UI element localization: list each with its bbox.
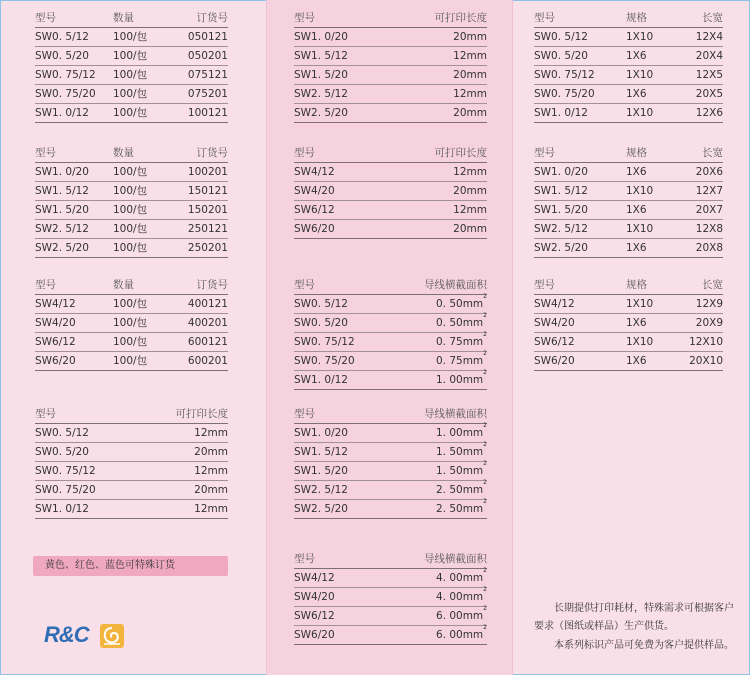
cross-section-number: 2. 50 bbox=[435, 484, 463, 496]
table-cell: SW6/20 bbox=[35, 355, 76, 367]
cross-section-number: 4. 00 bbox=[435, 572, 463, 584]
spiral-logo-icon bbox=[100, 624, 124, 648]
table-cell: 100/包 bbox=[113, 88, 148, 100]
table-cell: SW6/12 bbox=[534, 336, 575, 348]
table-cell: 20mm bbox=[453, 223, 487, 235]
table-row bbox=[294, 66, 487, 85]
table-cell: SW6/12 bbox=[294, 610, 335, 622]
table-row bbox=[294, 295, 487, 314]
table-cell: SW0. 5/12 bbox=[35, 427, 89, 439]
table-cell: SW0. 5/12 bbox=[294, 298, 348, 310]
table-cell: SW1. 0/12 bbox=[534, 107, 588, 119]
spec-table bbox=[534, 276, 723, 371]
table-cell: SW0. 5/12 bbox=[534, 31, 588, 43]
cross-section-value bbox=[436, 424, 487, 442]
unit-power: 2 bbox=[483, 441, 487, 448]
table-cell: 050201 bbox=[187, 50, 228, 62]
table-cell: 1X10 bbox=[626, 69, 654, 81]
table-row bbox=[294, 500, 487, 519]
color-note: 黄色、红色、蓝色可特殊订货 bbox=[33, 556, 228, 576]
column-header: 可打印长度 bbox=[434, 147, 487, 159]
table-cell: SW1. 5/12 bbox=[294, 446, 348, 458]
table-cell: SW1. 0/12 bbox=[35, 503, 89, 515]
table-cell: SW1. 5/20 bbox=[35, 204, 89, 216]
column-divider bbox=[266, 0, 267, 675]
table-cell: 250121 bbox=[187, 223, 228, 235]
table-cell: SW2. 5/12 bbox=[294, 88, 348, 100]
table-cell: 20mm bbox=[453, 69, 487, 81]
table-cell: 050121 bbox=[187, 31, 228, 43]
table-row bbox=[294, 47, 487, 66]
table-cell: SW0. 75/12 bbox=[294, 336, 355, 348]
table-header bbox=[35, 276, 228, 295]
column-header: 规格 bbox=[626, 279, 647, 291]
table-cell: SW2. 5/12 bbox=[294, 484, 348, 496]
table-cell: SW1. 0/20 bbox=[534, 166, 588, 178]
table-cell: 1X6 bbox=[626, 317, 647, 329]
table-row bbox=[294, 220, 487, 239]
unit-power: 2 bbox=[483, 460, 487, 467]
unit-label: mm bbox=[462, 374, 484, 386]
cross-section-value bbox=[436, 500, 487, 518]
table-row bbox=[534, 28, 723, 47]
table-cell: 20mm bbox=[453, 107, 487, 119]
table-cell: 100/包 bbox=[113, 242, 148, 254]
table-cell: 1X10 bbox=[626, 31, 654, 43]
cross-section-value bbox=[436, 626, 487, 644]
table-cell: 1X10 bbox=[626, 223, 654, 235]
table-cell: SW4/20 bbox=[294, 591, 335, 603]
table-cell: 20mm bbox=[194, 484, 228, 496]
table-header bbox=[294, 9, 487, 28]
cross-section-value bbox=[436, 569, 487, 587]
table-row bbox=[534, 66, 723, 85]
table-cell: 1X6 bbox=[626, 242, 647, 254]
table-row bbox=[534, 201, 723, 220]
table-header bbox=[534, 144, 723, 163]
table-row bbox=[534, 163, 723, 182]
unit-label: mm bbox=[462, 591, 484, 603]
column-header: 订货号 bbox=[196, 12, 228, 24]
cross-section-number: 2. 50 bbox=[435, 503, 463, 515]
table-cell: SW6/20 bbox=[294, 629, 335, 641]
unit-label: mm bbox=[462, 610, 484, 622]
table-cell: 12X9 bbox=[695, 298, 723, 310]
column-header: 型号 bbox=[294, 408, 315, 420]
table-row bbox=[35, 28, 228, 47]
table-row bbox=[35, 239, 228, 258]
table-row bbox=[35, 182, 228, 201]
table-row bbox=[294, 481, 487, 500]
table-header bbox=[35, 9, 228, 28]
table-cell: 20mm bbox=[194, 446, 228, 458]
table-header bbox=[534, 9, 723, 28]
table-row bbox=[294, 462, 487, 481]
table-cell: 100/包 bbox=[113, 355, 148, 367]
cross-section-number: 1. 50 bbox=[435, 465, 463, 477]
table-row bbox=[35, 66, 228, 85]
column-header: 型号 bbox=[35, 279, 56, 291]
table-row bbox=[534, 220, 723, 239]
table-cell: 600201 bbox=[187, 355, 228, 367]
cross-section-value bbox=[436, 607, 487, 625]
table-cell: SW1. 5/12 bbox=[534, 185, 588, 197]
table-cell: 12mm bbox=[194, 427, 228, 439]
spec-table bbox=[534, 144, 723, 258]
table-row bbox=[35, 314, 228, 333]
table-cell: SW1. 5/12 bbox=[294, 50, 348, 62]
table-header bbox=[534, 276, 723, 295]
table-cell: SW1. 5/20 bbox=[534, 204, 588, 216]
table-row bbox=[294, 626, 487, 645]
table-row bbox=[294, 28, 487, 47]
unit-label: mm bbox=[462, 355, 484, 367]
cross-section-value bbox=[436, 371, 487, 389]
table-cell: 100/包 bbox=[113, 317, 148, 329]
cross-section-number: 1. 50 bbox=[435, 446, 463, 458]
table-cell: SW0. 75/20 bbox=[534, 88, 595, 100]
column-header: 可打印长度 bbox=[434, 12, 487, 24]
column-header: 规格 bbox=[626, 147, 647, 159]
unit-power: 2 bbox=[483, 479, 487, 486]
cross-section-value bbox=[436, 352, 487, 370]
table-row bbox=[35, 85, 228, 104]
unit-power: 2 bbox=[483, 350, 487, 357]
table-cell: 20X10 bbox=[689, 355, 723, 367]
spec-table bbox=[35, 9, 228, 123]
spec-table bbox=[294, 276, 487, 390]
spec-table bbox=[534, 9, 723, 123]
table-cell: 12mm bbox=[453, 88, 487, 100]
table-cell: 12X6 bbox=[695, 107, 723, 119]
unit-power: 2 bbox=[483, 422, 487, 429]
table-cell: SW2. 5/12 bbox=[534, 223, 588, 235]
cross-section-number: 0. 75 bbox=[435, 336, 463, 348]
table-cell: 12mm bbox=[453, 166, 487, 178]
unit-power: 2 bbox=[483, 605, 487, 612]
table-cell: 100121 bbox=[187, 107, 228, 119]
table-cell: SW6/20 bbox=[294, 223, 335, 235]
unit-power: 2 bbox=[483, 293, 487, 300]
table-cell: SW2. 5/20 bbox=[35, 242, 89, 254]
column-header: 型号 bbox=[534, 12, 555, 24]
table-cell: 1X6 bbox=[626, 50, 647, 62]
table-cell: SW1. 5/12 bbox=[35, 185, 89, 197]
table-row bbox=[534, 352, 723, 371]
spec-table bbox=[294, 405, 487, 519]
table-cell: 075201 bbox=[187, 88, 228, 100]
table-cell: SW1. 0/12 bbox=[294, 374, 348, 386]
table-cell: SW0. 5/12 bbox=[35, 31, 89, 43]
cross-section-number: 6. 00 bbox=[435, 610, 463, 622]
table-cell: SW1. 0/20 bbox=[35, 166, 89, 178]
table-cell: 20X6 bbox=[695, 166, 723, 178]
unit-label: mm bbox=[462, 298, 484, 310]
unit-power: 2 bbox=[483, 331, 487, 338]
column-header: 型号 bbox=[35, 147, 56, 159]
cross-section-value bbox=[436, 462, 487, 480]
table-cell: 12mm bbox=[194, 465, 228, 477]
table-row bbox=[294, 424, 487, 443]
table-cell: 100/包 bbox=[113, 223, 148, 235]
table-row bbox=[294, 163, 487, 182]
unit-label: mm bbox=[462, 572, 484, 584]
table-cell: 1X6 bbox=[626, 88, 647, 100]
table-row bbox=[534, 295, 723, 314]
column-header: 型号 bbox=[294, 12, 315, 24]
table-row bbox=[35, 333, 228, 352]
table-cell: 100/包 bbox=[113, 50, 148, 62]
table-cell: SW4/12 bbox=[294, 572, 335, 584]
column-header: 导线横截面积 bbox=[424, 279, 487, 291]
cross-section-value bbox=[436, 295, 487, 313]
table-cell: 12X7 bbox=[695, 185, 723, 197]
table-header bbox=[294, 276, 487, 295]
table-row bbox=[294, 104, 487, 123]
unit-label: mm bbox=[462, 336, 484, 348]
table-cell: 20X5 bbox=[695, 88, 723, 100]
table-cell: SW4/12 bbox=[294, 166, 335, 178]
table-row bbox=[35, 295, 228, 314]
cross-section-number: 4. 00 bbox=[435, 591, 463, 603]
table-row bbox=[35, 104, 228, 123]
table-cell: SW0. 75/12 bbox=[534, 69, 595, 81]
spec-table bbox=[294, 9, 487, 123]
column-header: 数量 bbox=[113, 279, 134, 291]
table-cell: 150201 bbox=[187, 204, 228, 216]
table-row bbox=[35, 47, 228, 66]
footnote-supply: 长期提供打印耗材，特殊需求可根据客户要求（图纸或样品）生产供货。 bbox=[534, 603, 734, 632]
table-cell: 12X4 bbox=[695, 31, 723, 43]
column-header: 型号 bbox=[35, 12, 56, 24]
column-header: 型号 bbox=[534, 147, 555, 159]
cross-section-value bbox=[436, 314, 487, 332]
table-cell: 20X8 bbox=[695, 242, 723, 254]
table-cell: 1X10 bbox=[626, 107, 654, 119]
table-row bbox=[35, 163, 228, 182]
table-cell: 600121 bbox=[187, 336, 228, 348]
table-cell: 1X10 bbox=[626, 298, 654, 310]
table-row bbox=[534, 47, 723, 66]
table-cell: SW0. 5/20 bbox=[534, 50, 588, 62]
column-header: 长宽 bbox=[702, 279, 723, 291]
unit-label: mm bbox=[462, 484, 484, 496]
cross-section-number: 6. 00 bbox=[435, 629, 463, 641]
table-row bbox=[294, 569, 487, 588]
table-cell: 12X10 bbox=[689, 336, 723, 348]
table-cell: SW4/20 bbox=[294, 185, 335, 197]
table-row bbox=[35, 481, 228, 500]
unit-label: mm bbox=[462, 629, 484, 641]
column-header: 订货号 bbox=[196, 279, 228, 291]
spec-table bbox=[35, 276, 228, 371]
table-row bbox=[294, 314, 487, 333]
table-cell: SW1. 5/20 bbox=[294, 69, 348, 81]
table-cell: SW1. 0/12 bbox=[35, 107, 89, 119]
table-row bbox=[534, 85, 723, 104]
table-cell: 100/包 bbox=[113, 31, 148, 43]
column-header: 长宽 bbox=[702, 147, 723, 159]
table-row bbox=[294, 182, 487, 201]
unit-label: mm bbox=[462, 317, 484, 329]
spec-table bbox=[294, 550, 487, 645]
table-row bbox=[35, 443, 228, 462]
footnote-samples: 本系列标识产品可免费为客户提供样品。 bbox=[554, 640, 734, 651]
table-row bbox=[294, 443, 487, 462]
column-header: 可打印长度 bbox=[175, 408, 228, 420]
table-cell: 250201 bbox=[187, 242, 228, 254]
table-cell: 100/包 bbox=[113, 166, 148, 178]
table-cell: SW6/12 bbox=[35, 336, 76, 348]
table-row bbox=[35, 352, 228, 371]
table-cell: 1X10 bbox=[626, 185, 654, 197]
cross-section-number: 0. 50 bbox=[435, 317, 463, 329]
logo-text: R&C bbox=[44, 622, 89, 647]
table-cell: 100201 bbox=[187, 166, 228, 178]
column-header: 导线横截面积 bbox=[424, 408, 487, 420]
table-cell: SW1. 0/20 bbox=[294, 427, 348, 439]
table-cell: SW4/20 bbox=[534, 317, 575, 329]
column-header: 型号 bbox=[294, 147, 315, 159]
unit-power: 2 bbox=[483, 369, 487, 376]
cross-section-value bbox=[436, 481, 487, 499]
table-cell: SW0. 5/20 bbox=[35, 446, 89, 458]
table-row bbox=[35, 462, 228, 481]
table-cell: 1X6 bbox=[626, 355, 647, 367]
cross-section-number: 0. 75 bbox=[435, 355, 463, 367]
column-header: 型号 bbox=[534, 279, 555, 291]
table-row bbox=[35, 201, 228, 220]
unit-power: 2 bbox=[483, 567, 487, 574]
table-row bbox=[35, 500, 228, 519]
column-header: 长宽 bbox=[702, 12, 723, 24]
table-header bbox=[294, 144, 487, 163]
table-cell: SW2. 5/20 bbox=[534, 242, 588, 254]
cross-section-number: 1. 00 bbox=[435, 427, 463, 439]
unit-power: 2 bbox=[483, 498, 487, 505]
table-cell: SW2. 5/12 bbox=[35, 223, 89, 235]
table-cell: SW0. 75/12 bbox=[35, 69, 96, 81]
table-cell: 12X8 bbox=[695, 223, 723, 235]
table-row bbox=[294, 607, 487, 626]
table-cell: SW6/20 bbox=[534, 355, 575, 367]
table-row bbox=[294, 201, 487, 220]
table-cell: 100/包 bbox=[113, 69, 148, 81]
table-row bbox=[534, 333, 723, 352]
table-row bbox=[534, 104, 723, 123]
unit-label: mm bbox=[462, 503, 484, 515]
table-row bbox=[534, 239, 723, 258]
cross-section-value bbox=[436, 588, 487, 606]
table-header bbox=[294, 550, 487, 569]
table-cell: 20mm bbox=[453, 185, 487, 197]
cross-section-value bbox=[436, 443, 487, 461]
table-cell: 150121 bbox=[187, 185, 228, 197]
table-cell: SW4/20 bbox=[35, 317, 76, 329]
table-cell: SW0. 75/20 bbox=[35, 484, 96, 496]
table-cell: 1X6 bbox=[626, 204, 647, 216]
column-header: 型号 bbox=[294, 279, 315, 291]
cross-section-number: 1. 00 bbox=[435, 374, 463, 386]
table-cell: 20mm bbox=[453, 31, 487, 43]
table-row bbox=[35, 220, 228, 239]
table-cell: 12mm bbox=[194, 503, 228, 515]
table-row bbox=[294, 85, 487, 104]
table-cell: 20X9 bbox=[695, 317, 723, 329]
table-cell: 12mm bbox=[453, 204, 487, 216]
unit-power: 2 bbox=[483, 624, 487, 631]
table-cell: SW2. 5/20 bbox=[294, 503, 348, 515]
table-cell: SW2. 5/20 bbox=[294, 107, 348, 119]
unit-label: mm bbox=[462, 465, 484, 477]
table-header bbox=[35, 144, 228, 163]
table-cell: 1X10 bbox=[626, 336, 654, 348]
table-cell: 100/包 bbox=[113, 204, 148, 216]
table-cell: 20X7 bbox=[695, 204, 723, 216]
table-cell: 100/包 bbox=[113, 185, 148, 197]
table-row bbox=[294, 352, 487, 371]
table-cell: 20X4 bbox=[695, 50, 723, 62]
table-cell: 100/包 bbox=[113, 107, 148, 119]
table-row bbox=[534, 314, 723, 333]
table-header bbox=[294, 405, 487, 424]
table-cell: 1X6 bbox=[626, 166, 647, 178]
table-cell: 400201 bbox=[187, 317, 228, 329]
column-header: 规格 bbox=[626, 12, 647, 24]
table-cell: 12mm bbox=[453, 50, 487, 62]
table-header bbox=[35, 405, 228, 424]
unit-label: mm bbox=[462, 427, 484, 439]
table-cell: SW0. 75/12 bbox=[35, 465, 96, 477]
table-row bbox=[294, 333, 487, 352]
table-cell: SW1. 5/20 bbox=[294, 465, 348, 477]
table-row bbox=[294, 588, 487, 607]
column-header: 型号 bbox=[35, 408, 56, 420]
spec-table bbox=[35, 144, 228, 258]
table-cell: SW1. 0/20 bbox=[294, 31, 348, 43]
column-header: 导线横截面积 bbox=[424, 553, 487, 565]
cross-section-number: 0. 50 bbox=[435, 298, 463, 310]
table-cell: SW4/12 bbox=[534, 298, 575, 310]
cross-section-value bbox=[436, 333, 487, 351]
table-cell: 12X5 bbox=[695, 69, 723, 81]
column-divider bbox=[512, 0, 513, 675]
table-cell: 100/包 bbox=[113, 298, 148, 310]
spec-table bbox=[294, 144, 487, 239]
unit-label: mm bbox=[462, 446, 484, 458]
table-cell: 100/包 bbox=[113, 336, 148, 348]
table-row bbox=[35, 424, 228, 443]
table-cell: SW0. 75/20 bbox=[294, 355, 355, 367]
table-row bbox=[294, 371, 487, 390]
table-cell: SW0. 75/20 bbox=[35, 88, 96, 100]
unit-power: 2 bbox=[483, 586, 487, 593]
column-header: 数量 bbox=[113, 12, 134, 24]
table-cell: SW0. 5/20 bbox=[35, 50, 89, 62]
unit-power: 2 bbox=[483, 312, 487, 319]
column-header: 型号 bbox=[294, 553, 315, 565]
table-cell: SW0. 5/20 bbox=[294, 317, 348, 329]
table-cell: SW4/12 bbox=[35, 298, 76, 310]
spec-table bbox=[35, 405, 228, 519]
table-cell: 400121 bbox=[187, 298, 228, 310]
table-row bbox=[534, 182, 723, 201]
column-header: 数量 bbox=[113, 147, 134, 159]
column-header: 订货号 bbox=[196, 147, 228, 159]
table-cell: 075121 bbox=[187, 69, 228, 81]
table-cell: SW6/12 bbox=[294, 204, 335, 216]
